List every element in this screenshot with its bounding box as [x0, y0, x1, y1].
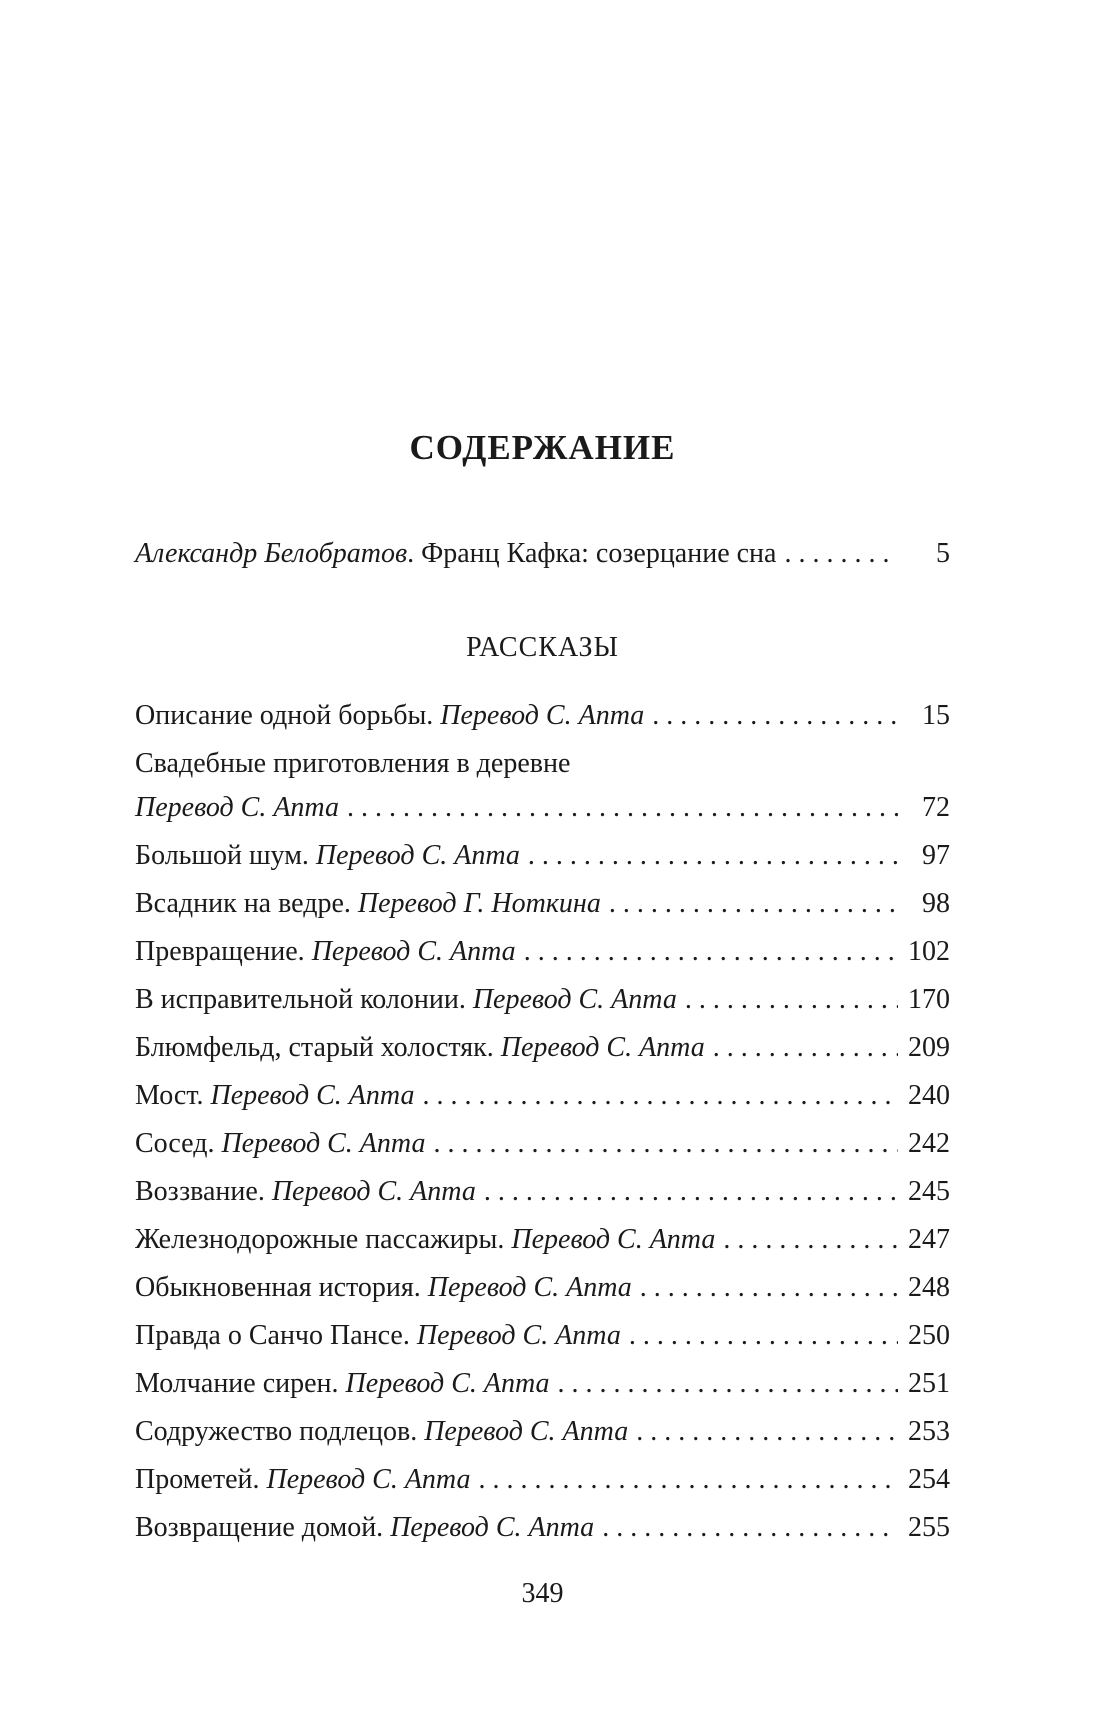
intro-title-group [135, 530, 776, 578]
toc-entry [135, 1456, 950, 1504]
entry-translator: Перевод Г. Ноткина [357, 888, 601, 919]
toc-entry [135, 1216, 950, 1264]
leader-dots [629, 1312, 898, 1360]
entry-page: 250 [908, 1320, 950, 1351]
leader-dots [602, 1504, 898, 1552]
entry-text [135, 784, 339, 832]
entry-text [135, 1264, 632, 1312]
entry-page: 247 [908, 1224, 950, 1255]
entry-translator: Перевод С. Апта [390, 1512, 595, 1543]
toc-page [135, 0, 950, 1721]
entry-page: 245 [908, 1176, 950, 1207]
entry-page: 15 [922, 700, 950, 731]
leader-dots [484, 1168, 898, 1216]
toc-entry [135, 1168, 950, 1216]
entry-text [135, 832, 520, 880]
leader-dots [524, 928, 898, 976]
toc-entry [135, 1120, 950, 1168]
entry-translator: Перевод С. Апта [440, 700, 645, 731]
leader-dots [422, 1072, 898, 1120]
entry-translator: Перевод С. Апта [210, 1080, 415, 1111]
entry-page: 97 [922, 840, 950, 871]
entry-page: 170 [908, 984, 950, 1015]
intro-author: Александр Белобратов [135, 538, 408, 569]
entry-page: 255 [908, 1512, 950, 1543]
entry-text [135, 1168, 476, 1216]
entry-title: Большой шум. [135, 840, 316, 871]
entry-title: Возвращение домой. [135, 1512, 391, 1543]
entry-text [135, 1120, 425, 1168]
entry-title: Обыкновенная история. [135, 1272, 428, 1303]
toc-entry [135, 692, 950, 740]
entry-translator: Перевод С. Апта [424, 1416, 629, 1447]
entry-title: Сосед. [135, 1128, 222, 1159]
entry-translator: Перевод С. Апта [311, 936, 516, 967]
entry-translator: Перевод С. Апта [315, 840, 520, 871]
entry-page: 251 [908, 1368, 950, 1399]
entry-title: Превращение. [135, 936, 312, 967]
toc-entry [135, 1312, 950, 1360]
entry-text [135, 1216, 715, 1264]
entry-translator: Перевод С. Апта [221, 1128, 426, 1159]
toc-entry [135, 832, 950, 880]
entry-translator: Перевод С. Апта [500, 1032, 705, 1063]
entry-translator: Перевод С. Апта [416, 1320, 621, 1351]
entry-translator: Перевод С. Апта [135, 792, 339, 823]
entry-translator: Перевод С. Апта [511, 1224, 716, 1255]
toc-entry [135, 1264, 950, 1312]
entry-text [135, 880, 601, 928]
intro-entry [135, 530, 950, 578]
entry-text [135, 692, 644, 740]
entry-title: В исправительной колонии. [135, 984, 473, 1015]
entry-text [135, 928, 516, 976]
entry-text [135, 1072, 414, 1120]
toc-entry [135, 880, 950, 928]
entry-text [135, 976, 677, 1024]
toc-entry [135, 976, 950, 1024]
entry-translator: Перевод С. Апта [472, 984, 677, 1015]
entry-text [135, 1360, 550, 1408]
leader-dots [784, 530, 898, 578]
toc-list [135, 692, 950, 1552]
leader-dots [640, 1264, 898, 1312]
entry-title: Содружество подлецов. [135, 1416, 425, 1447]
leader-dots [685, 976, 898, 1024]
toc-entry [135, 1360, 950, 1408]
entry-page: 209 [908, 1032, 950, 1063]
toc-entry [135, 1072, 950, 1120]
leader-dots [652, 692, 898, 740]
entry-title: Воззвание. [135, 1176, 272, 1207]
entry-page: 248 [908, 1272, 950, 1303]
toc-entry [135, 928, 950, 976]
leader-dots [528, 832, 898, 880]
entry-page: 98 [922, 888, 950, 919]
toc-entry [135, 1024, 950, 1072]
leader-dots [713, 1024, 898, 1072]
toc-entry [135, 740, 950, 784]
section-heading: РАССКАЗЫ [466, 632, 619, 663]
entry-translator: Перевод С. Апта [271, 1176, 476, 1207]
entry-title: Описание одной борьбы. [135, 700, 441, 731]
entry-title: Железнодорожные пассажиры. [135, 1224, 512, 1255]
entry-page: 254 [908, 1464, 950, 1495]
entry-title: Мост. [135, 1080, 211, 1111]
leader-dots [347, 784, 898, 832]
entry-text [135, 1408, 628, 1456]
entry-text [135, 740, 570, 788]
intro-title: . Франц Кафка: созерцание сна [407, 538, 777, 569]
entry-page: 242 [908, 1128, 950, 1159]
leader-dots [433, 1120, 898, 1168]
toc-entry [135, 784, 950, 832]
entry-title: Всадник на ведре. [135, 888, 358, 919]
leader-dots [558, 1360, 898, 1408]
entry-title: Блюмфельд, старый холостяк. [135, 1032, 501, 1063]
page-title: СОДЕРЖАНИЕ [409, 428, 676, 467]
entry-title: Прометей. [135, 1464, 267, 1495]
entry-page: 253 [908, 1416, 950, 1447]
entry-title: Молчание сирен. [135, 1368, 346, 1399]
entry-text [135, 1024, 705, 1072]
entry-translator: Перевод С. Апта [266, 1464, 471, 1495]
entry-title: Свадебные приготовления в деревне [135, 748, 571, 779]
leader-dots [478, 1456, 898, 1504]
entry-translator: Перевод С. Апта [345, 1368, 550, 1399]
entry-text [135, 1504, 594, 1552]
entry-text [135, 1312, 621, 1360]
entry-text [135, 1456, 470, 1504]
leader-dots [609, 880, 898, 928]
page-number: 349 [521, 1578, 564, 1609]
entry-translator: Перевод С. Апта [427, 1272, 632, 1303]
leader-dots [636, 1408, 898, 1456]
intro-page: 5 [936, 538, 950, 569]
entry-page: 102 [908, 936, 950, 967]
toc-entry [135, 1504, 950, 1552]
entry-page: 72 [922, 792, 950, 823]
entry-page: 240 [908, 1080, 950, 1111]
leader-dots [723, 1216, 898, 1264]
entry-title: Правда о Санчо Пансе. [135, 1320, 417, 1351]
toc-entry [135, 1408, 950, 1456]
